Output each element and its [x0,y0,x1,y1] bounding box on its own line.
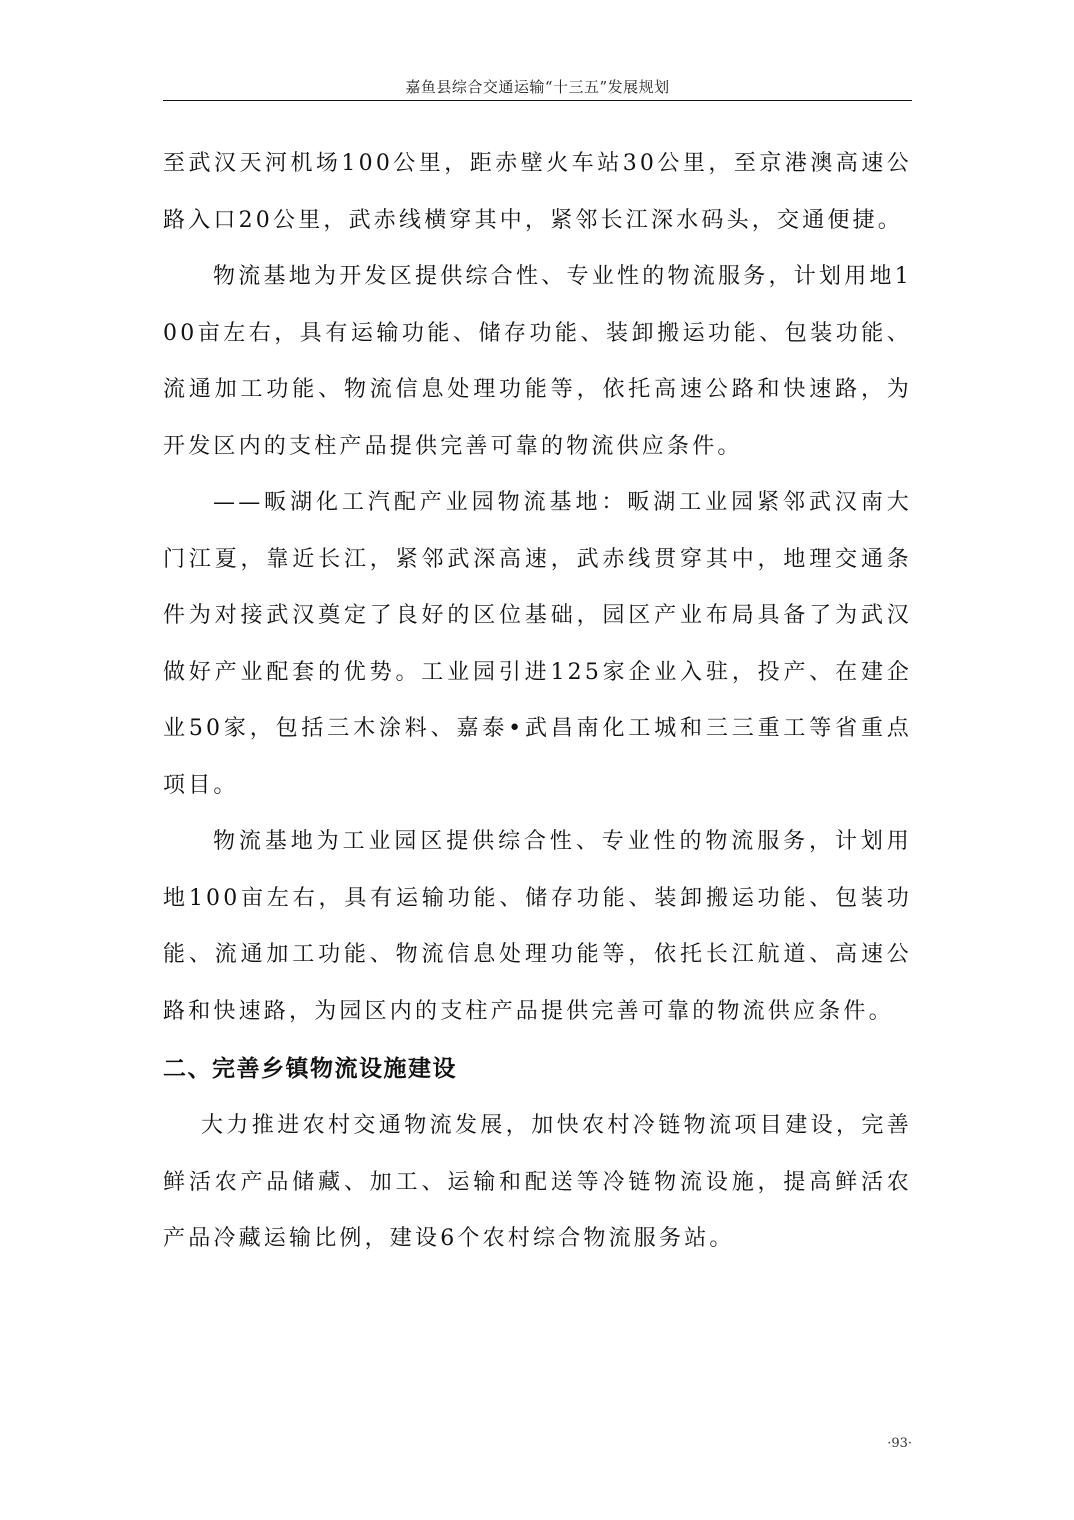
paragraph-fanhu-industrial-park: ——畈湖化工汽配产业园物流基地：畈湖工业园紧邻武汉南大门江夏，靠近长江，紧邻武深高速，武赤线贯穿其中，地理交通条件为对接武汉奠定了良好的区位基础，园区产业布局具备了为武汉做好产业配套的优势。工业园引进125家企业入驻，投产、在建企业50家，包括三木涂料、嘉泰•武昌南化工城和三三重工等省重点项目。 [163,490,912,798]
page-header: 嘉鱼县综合交通运输“十三五”发展规划 [405,78,670,96]
paragraph-rural-logistics: 大力推进农村交通物流发展，加快农村冷链物流项目建设，完善鲜活农产品储藏、加工、运输和配送等冷链物流设施，提高鲜活农产品冷藏运输比例，建设6个农村综合物流服务站。 [163,1113,912,1251]
paragraph-devzone-logistics-base: 物流基地为开发区提供综合性、专业性的物流服务，计划用地100亩左右，具有运输功能、储存功能、装卸搬运功能、包装功能、流通加工功能、物流信息处理功能等，依托高速公路和快速路，为开发区内的支柱产品提供完善可靠的物流供应条件。 [163,264,912,459]
paragraph-transport-access: 至武汉天河机场100公里，距赤壁火车站30公里，至京港澳高速公路入口20公里，武赤线横穿其中，紧邻长江深水码头，交通便捷。 [163,151,912,233]
header-rule [163,100,912,101]
document-body [163,136,912,1268]
page-number: ·93· [887,1436,912,1451]
paragraph-industrial-park-logistics-base: 物流基地为工业园区提供综合性、专业性的物流服务，计划用地100亩左右，具有运输功能、储存功能、装卸搬运功能、包装功能、流通加工功能、物流信息处理功能等，依托长江航道、高速公路和快速路，为园区内的支柱产品提供完善可靠的物流供应条件。 [163,829,912,1024]
section-heading: 二、完善乡镇物流设施建设 [163,1056,457,1082]
